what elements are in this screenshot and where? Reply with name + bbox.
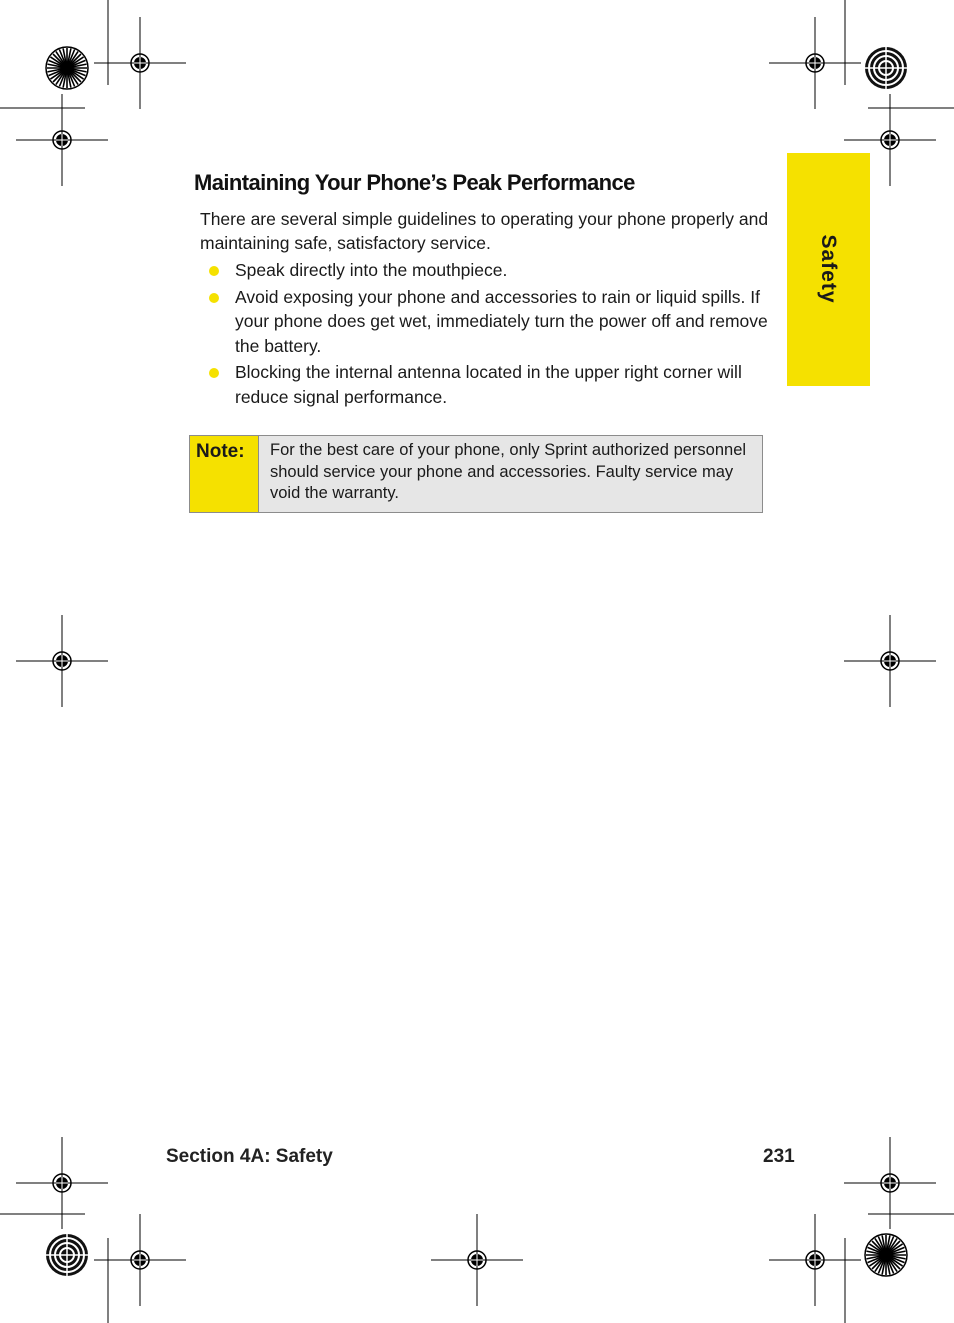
registration-mark-icon [431,1214,523,1306]
list-item [200,360,780,409]
list-item [200,285,780,359]
list-item-text: Speak directly into the mouthpiece. [235,260,508,280]
bullet-icon [209,293,219,303]
star-target-icon [46,47,88,89]
section-heading: Maintaining Your Phone’s Peak Performance [194,170,635,195]
bullet-icon [209,368,219,378]
registration-mark-icon [769,17,861,109]
side-tab-label: Safety [817,234,840,304]
registration-mark-icon [769,1214,861,1306]
intro-paragraph: There are several simple guidelines to operating your phone properly and maintaining safe, satisfactory service. [200,209,769,253]
bullet-icon [209,266,219,276]
star-target-icon [865,1234,907,1276]
registration-mark-icon [16,615,108,707]
list-item-text: Blocking the internal antenna located in the upper right corner will reduce signal performance. [235,362,742,407]
guideline-list [200,258,780,411]
registration-mark-icon [844,615,936,707]
note-box [189,435,763,513]
footer-section-title: Section 4A: Safety [166,1146,333,1167]
list-item [200,258,780,283]
swirl-target-icon [46,1234,88,1276]
note-label: Note: [190,436,259,512]
list-item-text: Avoid exposing your phone and accessories to rain or liquid spills. If your phone does get wet, immediately turn the power off and remove the battery. [235,286,768,356]
page-number: 231 [763,1146,795,1167]
registration-mark-icon [16,1137,108,1229]
note-text: For the best care of your phone, only Sprint authorized personnel should service your phone and accessories. Faulty service may void the warranty. [259,436,762,512]
swirl-target-icon [865,47,907,89]
section-side-tab [787,153,870,386]
registration-mark-icon [844,1137,936,1229]
